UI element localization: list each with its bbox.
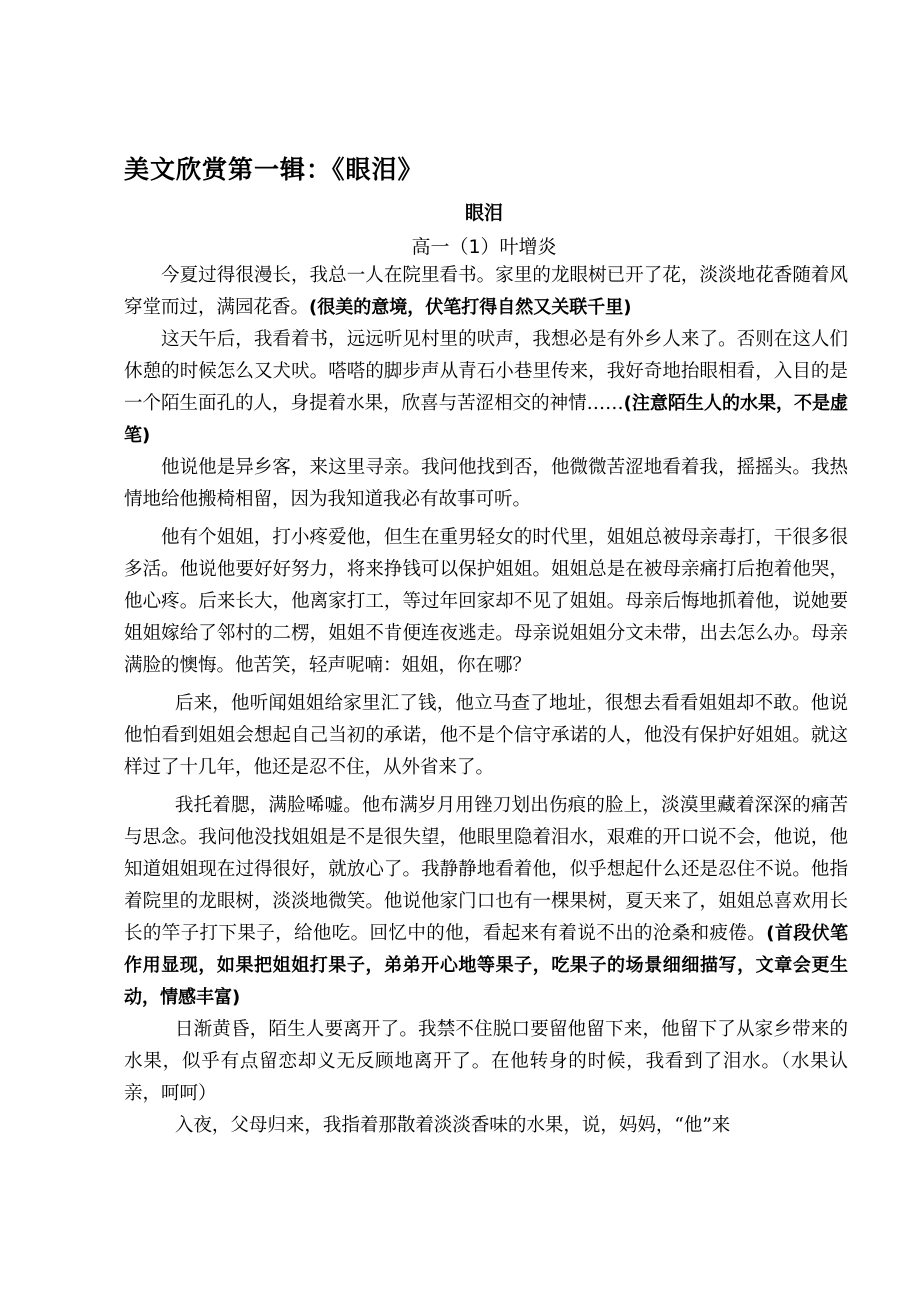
paragraph-text: 后来，他听闻姐姐给家里汇了钱，他立马查了地址，很想去看看姐姐却不敢。他说他怕看到姐姐会想起自己当初的承诺，他不是个信守承诺的人，他没有保护好姐姐。就这样过了十几年，他还是忍不住，从外省来了。	[124, 693, 848, 778]
paragraph-text: 日渐黄昏，陌生人要离开了。我禁不住脱口要留他留下来，他留下了从家乡带来的水果，似乎有点留恋却义无反顾地离开了。在他转身的时候，我看到了泪水。（水果认亲，呵呵）	[124, 1019, 848, 1104]
paragraph-text: 我托着腮，满脸唏嘘。他布满岁月用锉刀划出伤痕的脸上，淡漠里藏着深深的痛苦与思念。我问他没找姐姐是不是很失望，他眼里隐着泪水，艰难的开口说不会，他说，他知道姐姐现在过得很好，就放心了。我静静地看着他，似乎想起什么还是忍住不说。他指着院里的龙眼树，淡淡地微笑。他说他家门口也有一棵果树，夏天来了，姐姐总喜欢用长长的竿子打下果子，给他吃。回忆中的他，看起来有着说不出的沧桑和疲倦。	[124, 795, 848, 944]
paragraph-5	[124, 688, 848, 784]
paragraph-7	[124, 1014, 848, 1110]
essay-title: 眼泪	[464, 202, 503, 224]
author-line: 高一（1）叶增炎	[411, 236, 557, 258]
paragraph-text: 今夏过得很漫长，我总一人在院里看书。家里的龙眼树已开了花，淡淡地花香随着风穿堂而过，满园花香。	[124, 265, 848, 318]
collection-heading: 美文欣赏第一辑：《眼泪》	[124, 155, 424, 184]
paragraph-6	[124, 790, 848, 1014]
paragraph-text: 他有个姐姐，打小疼爱他，但生在重男轻女的时代里，姐姐总被母亲毒打，干很多很多活。他说他要好好努力，将来挣钱可以保护姐姐。姐姐总是在被母亲痛打后抱着他哭，他心疼。后来长大，他离家打工，等过年回家却不见了姐姐。母亲后悔地抓着他，说她要姐姐嫁给了邻村的二楞，姐姐不肯便连夜逃走。母亲说姐姐分文未带，出去怎么办。母亲满脸的懊悔。他苦笑，轻声呢喃：姐姐，你在哪？	[124, 527, 848, 676]
paragraph-8	[124, 1110, 848, 1142]
paragraph-text: 他说他是异乡客，来这里寻亲。我问他找到否，他微微苦涩地看着我，摇摇头。我热情地给他搬椅相留，因为我知道我必有故事可听。	[124, 457, 848, 510]
paragraph-text: 这天午后，我看着书，远远听见村里的吠声，我想必是有外乡人来了。否则在这人们休憩的时候怎么又犬吠。嗒嗒的脚步声从青石小巷里传来，我好奇地抬眼相看，入目的是一个陌生面孔的人，身提着水果，欣喜与苦涩相交的神情……	[124, 329, 848, 414]
paragraph-4	[124, 522, 848, 682]
teacher-comment: (首段伏笔作用显现，如果把姐姐打果子，弟弟开心地等果子，吃果子的场景细细描写，文章会更生动，情感丰富)	[124, 923, 848, 1008]
essay-body	[124, 260, 848, 1142]
paragraph-1	[124, 260, 848, 324]
teacher-comment: (注意陌生人的水果，不是虚笔)	[124, 393, 848, 446]
paragraph-2	[124, 324, 848, 452]
teacher-comment: (很美的意境，伏笔打得自然又关联千里)	[309, 297, 632, 318]
paragraph-3	[124, 452, 848, 516]
paragraph-text: 入夜，父母归来，我指着那散着淡淡香味的水果，说，妈妈，“他”来	[174, 1115, 731, 1136]
